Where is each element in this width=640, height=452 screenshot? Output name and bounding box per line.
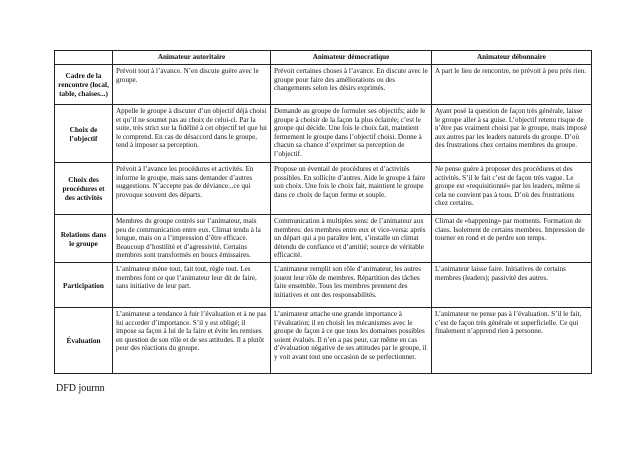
footer-text: DFD journn — [56, 383, 105, 394]
table-cell: L’animateur attache une grande importance à l’évaluation; il en choisit les mécanismes avec le groupe de façon à ce que tous les domaines possibles soient évalués. Il n’en a pas peur, car même en cas d’évaluation négative de ses attitudes par le groupe, il y voit avant tout une occasion de se perfectionner. — [271, 308, 432, 374]
header-corner-cell — [55, 51, 113, 65]
table-cell: Prévoit tout à l’avance. N’en discute guère avec le groupe. — [113, 65, 271, 105]
table-cell: Propose un éventail de procédures et d’activités possibles. En sollicite d’autres. Aide le groupe à faire son choix. Une fois le choix fait, maintient le groupe dans ce choix de façon ferme et souple. — [271, 163, 432, 215]
table-row — [55, 308, 592, 374]
row-label: Cadre de la rencontre (local, table, chaises...) — [55, 65, 113, 105]
row-label: Choix de l’objectif — [55, 105, 113, 163]
table-cell: L’animateur a tendance à fuir l’évaluation et à ne pas lui accorder d’importance. S’il y est obligé; il impose sa façon à lui de la faire et évite les remises en question de son rôle et de ses attitudes. Il a plutôt peur des réactions du groupe. — [113, 308, 271, 374]
comparison-table — [54, 50, 592, 374]
table-cell: Ne pense guère à proposer des procédures et des activités. S’il le fait c’est de façon très vague. Le groupe est «requisitionné» par les leaders, même si cela ne convient pas à tous. D’où des frustrations chez certains. — [432, 163, 592, 215]
table-cell: L’animateur laisse faire. Initiatives de certains membres (leaders); passivité des autres. — [432, 263, 592, 308]
table-cell: Demande au groupe de formuler ses objectifs; aide le groupe à choisir de la façon la plus éclairée; c’est le groupe qui décide. Une fois le choix fait, maintient fermement le groupe dans l’objectif choisi. Donne à chacun sa chance d’exprimer sa perception de l’objectif. — [271, 105, 432, 163]
table-cell: Communication à multiples sens: de l’animateur aux membres: des membres entre eux et vice-versa: après un départ qui a pu paraître lent, s’installe un climat détendu de confiance et d’amitié; source de véritable efficacité. — [271, 215, 432, 263]
table-cell: Climat de «happening» par moments. Formation de clans. Isolement de certains membres. Impression de tourner en rond et de perdre son temps. — [432, 215, 592, 263]
table-row — [55, 263, 592, 308]
table-cell: Appelle le groupe à discuter d’un objectif déjà choisi et qu’il ne soumet pas au choix de celui-ci. Par la suite, très strict sur la fidélité à cet objectif tel que lui le comprend. En cas de désaccord dans le groupe, tend à imposer sa perception. — [113, 105, 271, 163]
row-label: Évaluation — [55, 308, 113, 374]
table-cell: L’animateur remplit son rôle d’animateur, les autres jouent leur rôle de membres. Répartition des tâches faite ensemble. Tous les membres prennent des initiatives et ont des responsabilités. — [271, 263, 432, 308]
table-header-row — [55, 51, 592, 65]
header-laissez-faire: Animateur débonnaire — [432, 51, 592, 65]
row-label: Relations dans le groupe — [55, 215, 113, 263]
table-cell: Prévoit certaines choses à l’avance. En discute avec le groupe pour faire des améliorations ou des changements selon les désirs exprimés. — [271, 65, 432, 105]
table-row — [55, 163, 592, 215]
row-label: Choix des procédures et des activités — [55, 163, 113, 215]
table-cell: Ayant posé la question de façon très générale, laisse le groupe aller à sa guise. L’objectif retenu risque de n’être pas vraiment choisi par le groupe, mais imposé aux autres par les leaders naturels du groupe. D’où des frustrations chez certains membres du groupe. — [432, 105, 592, 163]
table-cell: L’animateur mène tout, fait tout, règle tout. Les membres font ce que l’animateur leur dit de faire, sans initiative de leur part. — [113, 263, 271, 308]
table-row — [55, 215, 592, 263]
row-label: Participation — [55, 263, 113, 308]
table-row — [55, 65, 592, 105]
header-democratic: Animateur démocratique — [271, 51, 432, 65]
table-cell: Membres du groupe centrés sur l’animateur, mais peu de communication entre eux. Climat tendu à la longue, mais on a l’impression d’être efficace. Beaucoup d’hostilité et d’agressivité. Certains membres sont transformés en boucs émissaires. — [113, 215, 271, 263]
table-row — [55, 105, 592, 163]
table-cell: L’animateur ne pense pas à l’évaluation. S’il le fait, c’est de façon très générale et superficielle. Ce qui finalement n’apprend rien à personne. — [432, 308, 592, 374]
table-cell: Prévoit à l’avance les procédures et activités. En informe le groupe, mais sans demander d’autres suggestions. N’accepte pas de déviance...ce qui provoque souvent des départs. — [113, 163, 271, 215]
header-authoritarian: Animateur autoritaire — [113, 51, 271, 65]
table-cell: A part le lieu de rencontre, ne prévoit à peu près rien. — [432, 65, 592, 105]
